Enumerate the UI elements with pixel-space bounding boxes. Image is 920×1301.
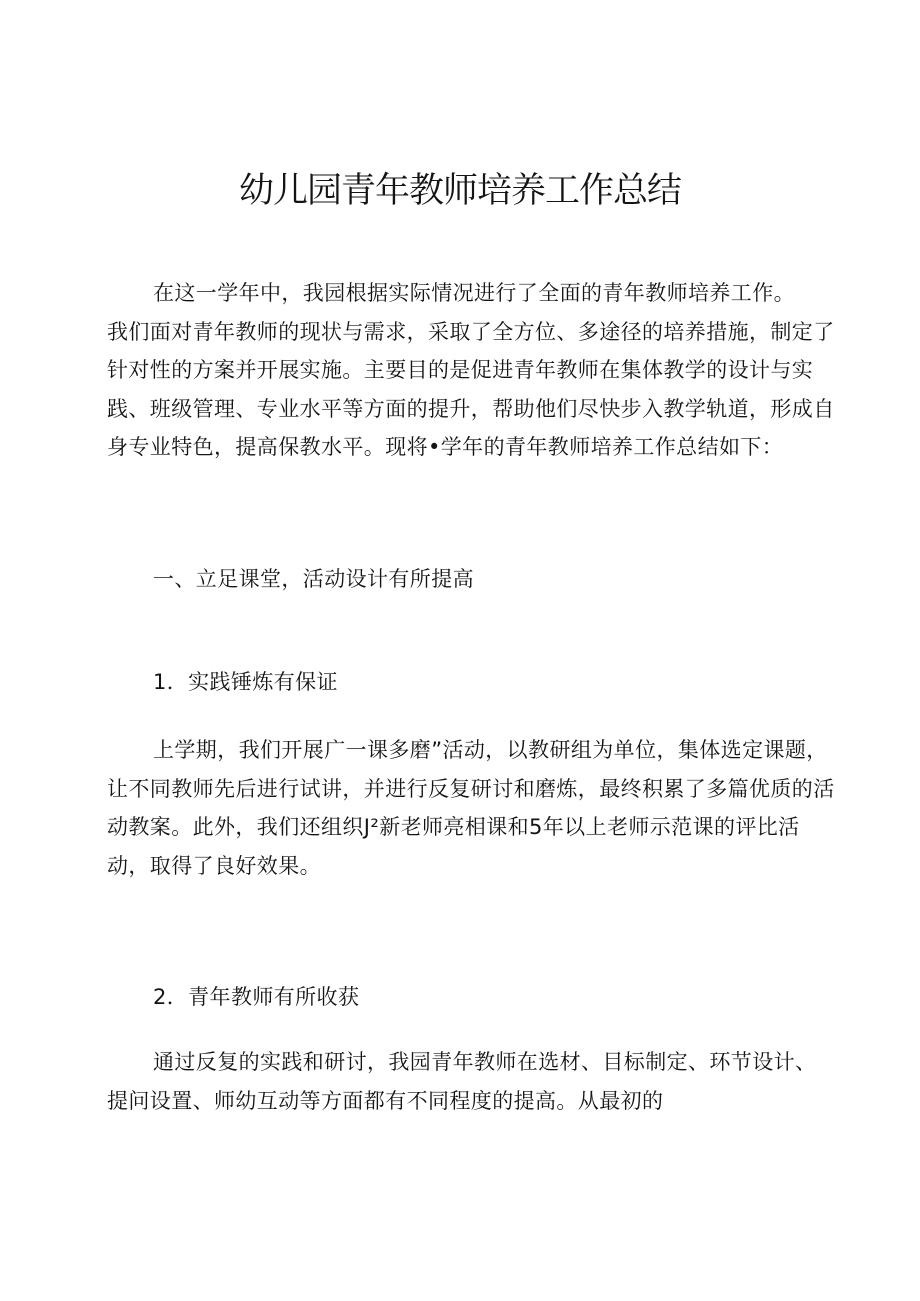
intro-line: 针对性的方案并开展实施。主要目的是促进青年教师在集体教学的设计与实 bbox=[107, 358, 814, 382]
document-title: 幼儿园青年教师培养工作总结 bbox=[238, 171, 681, 211]
subsection-heading: 2．青年教师有所收获 bbox=[153, 985, 360, 1009]
item1-line: 上学期，我们开展广一课多磨”活动，以教研组为单位，集体选定课题， bbox=[153, 738, 828, 762]
item2-line: 通过反复的实践和研讨，我园青年教师在选材、目标制定、环节设计、 bbox=[153, 1050, 817, 1074]
item1-line: 让不同教师先后进行试讲，并进行反复研讨和磨炼，最终积累了多篇优质的活 bbox=[107, 776, 835, 801]
item2-paragraph bbox=[107, 1043, 823, 1120]
intro-line: 在这一学年中，我园根据实际情况进行了全面的青年教师培养工作。 bbox=[153, 281, 795, 305]
intro-line: 践、班级管理、专业水平等方面的提升，帮助他们尽快步入教学轨道，形成自 bbox=[107, 396, 835, 421]
subsection-heading: 1．实践锤炼有保证 bbox=[153, 670, 338, 694]
item1-line: 动教案。此外，我们还组织J²新老师亮相课和5年以上老师示范课的评比活 bbox=[107, 815, 800, 839]
item2-line: 提问设置、师幼互动等方面都有不同程度的提高。从最初的 bbox=[107, 1088, 664, 1113]
item1-paragraph bbox=[107, 731, 835, 885]
intro-line: 身专业特色，提高保教水平。现将•学年的青年教师培养工作总结如下： bbox=[107, 435, 784, 459]
section-heading: 一、立足课堂，活动设计有所提高 bbox=[153, 567, 474, 591]
intro-paragraph bbox=[107, 274, 835, 467]
item1-line: 动，取得了良好效果。 bbox=[107, 853, 321, 878]
intro-line: 我们面对青年教师的现状与需求，采取了全方位、多途径的培养措施，制定了 bbox=[107, 319, 835, 344]
